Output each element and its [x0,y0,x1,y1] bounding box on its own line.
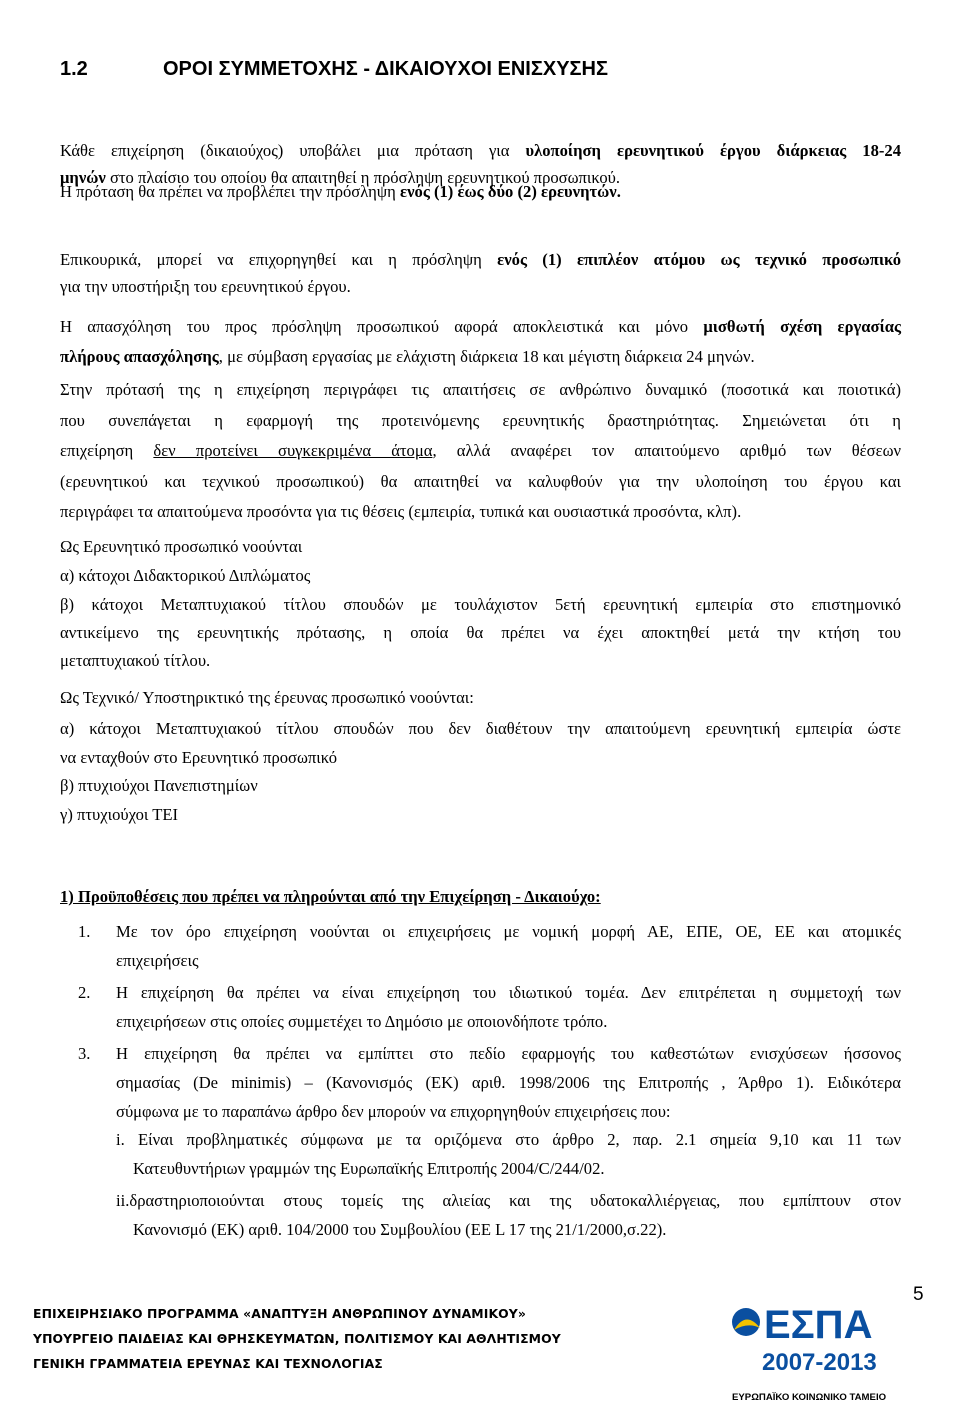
technical-staff-item-b: β) πτυχιούχοι Πανεπιστημίων [60,776,258,795]
logo-years-text: 2007-2013 [762,1349,877,1376]
section-number: 1.2 [60,58,88,80]
paragraph-employment: Η απασχόληση του προς πρόσληψη προσωπικού αφορά αποκλειστικά και μόνο μισθωτή σχέση εργασίας πλήρους απασχόλησης, με σύμβαση εργασίας με ελάχιστη διάρκεια 18 και μέγιστη διάρκεια 24 μηνών. [60,317,901,366]
footer-programme: ΕΠΙΧΕΙΡΗΣΙΑΚΟ ΠΡΟΓΡΑΜΜΑ «ΑΝΑΠΤΥΞΗ ΑΝΘΡΩΠΙΝΟΥ ΔΥΝΑΜΙΚΟΥ» [33,1306,526,1321]
paragraph-technical-staff: Επικουρικά, μπορεί να επιχορηγηθεί και η πρόσληψη ενός (1) επιπλέον ατόμου ως τεχνικό προσωπικό για την υποστήριξη του ερευνητικού έργου. [60,250,901,296]
technical-staff-item-a: α) κάτοχοι Μεταπτυχιακού τίτλου σπουδών που δεν διαθέτουν την απαιτούμενη ερευνητική εμπειρία ώστε να ενταχθούν στο Ερευνητικό προσωπικό [60,719,901,767]
paragraph-researchers: Η πρόταση θα πρέπει να προβλέπει την πρόσληψη ενός (1) έως δύο (2) ερευνητών. [60,182,621,201]
section-title: ΟΡΟΙ ΣΥΜΜΕΤΟΧΗΣ - ΔΙΚΑΙΟΥΧΟΙ ΕΝΙΣΧΥΣΗΣ [163,58,608,80]
footer-secretariat: ΓΕΝΙΚΗ ΓΡΑΜΜΑΤΕΙΑ ΕΡΕΥΝΑΣ ΚΑΙ ΤΕΧΝΟΛΟΓΙΑΣ [33,1356,383,1371]
research-staff-item-a: α) κάτοχοι Διδακτορικού Διπλώματος [60,566,311,585]
espa-logo [728,1296,910,1404]
research-staff-heading: Ως Ερευνητικό προσωπικό νοούνται [60,537,303,556]
conditions-heading: 1) Προϋποθέσεις που πρέπει να πληρούνται από την Επιχείρηση - Δικαιούχο: [60,887,601,906]
paragraph-submission: Κάθε επιχείρηση (δικαιούχος) υποβάλει μια πρόταση για υλοποίηση ερευνητικού έργου διάρκειας 18-24 μηνών στο πλαίσιο του οποίου θα απαιτηθεί η πρόσληψη ερευνητικού προσωπικού. [60,141,901,187]
technical-staff-item-c: γ) πτυχιούχοι ΤΕΙ [60,805,179,824]
page-number: 5 [913,1284,924,1305]
paragraph-requirements: Στην πρότασή της η επιχείρηση περιγράφει τις απαιτήσεις σε ανθρώπινο δυναμικό (ποσοτικά και ποιοτικά) που συνεπάγεται η εφαρμογή της προτεινόμενης ερευνητικής δραστηριότητας. Σημειώνεται ότι η επιχείρηση δεν προτείνει συγκεκριμένα άτομα, αλλά αναφέρει τον απαιτούμενο αριθμό των θέσεων (ερευνητικού και τεχνικού προσωπικού) θα απαιτηθεί να καλυφθούν για την υλοποίηση του έργου και περιγράφει τα απαιτούμενα προσόντα για τις θέσεις (εμπειρία, τυπικά και ουσιαστικά προσόντα, κλπ). [60,380,901,521]
logo-brand-text: ΕΣΠΑ [764,1303,873,1347]
footer-ministry: ΥΠΟΥΡΓΕΙΟ ΠΑΙΔΕΙΑΣ ΚΑΙ ΘΡΗΣΚΕΥΜΑΤΩΝ, ΠΟΛΙΤΙΣΜΟΥ ΚΑΙ ΑΘΛΗΤΙΣΜΟΥ [33,1331,561,1346]
research-staff-item-b: β) κάτοχοι Μεταπτυχιακού τίτλου σπουδών με τουλάχιστον 5ετή ερευνητική εμπειρία στο επιστημονικό αντικείμενο της ερευνητικής πρότασης, η οποία θα πρέπει να έχει αποκτηθεί μετά την κτήση του μεταπτυχιακού τίτλου. [60,595,901,670]
logo-fund-text: ΕΥΡΩΠΑΪΚΟ ΚΟΙΝΩΝΙΚΟ ΤΑΜΕΙΟ [732,1392,887,1403]
technical-staff-heading: Ως Τεχνικό/ Υποστηρικτικό της έρευνας προσωπικό νοούνται: [60,688,474,707]
